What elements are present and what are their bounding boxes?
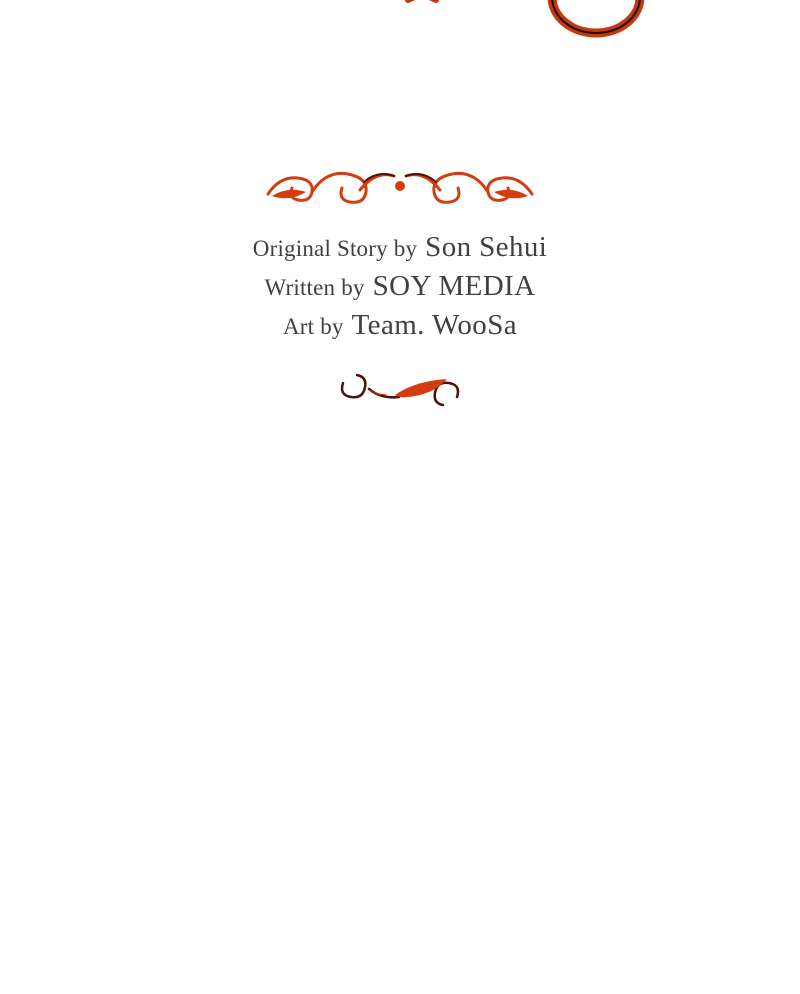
credit-line (0, 306, 800, 345)
credit-name: SOY MEDIA (372, 269, 536, 302)
credit-line (0, 267, 800, 306)
credit-name: Team. WooSa (351, 308, 518, 341)
credits-block (0, 160, 800, 411)
credit-lines (0, 228, 800, 345)
top-ring-artwork (0, 0, 800, 70)
ring-ornament-icon (0, 0, 800, 70)
flourish-divider-bottom-icon (335, 367, 465, 411)
flourish-divider-top-icon (260, 160, 540, 210)
credit-role: Original Story by (252, 236, 418, 261)
credit-line (0, 228, 800, 267)
credit-role: Art by (282, 313, 344, 339)
credit-name: Son Sehui (425, 231, 548, 263)
credit-role: Written by (264, 274, 365, 300)
